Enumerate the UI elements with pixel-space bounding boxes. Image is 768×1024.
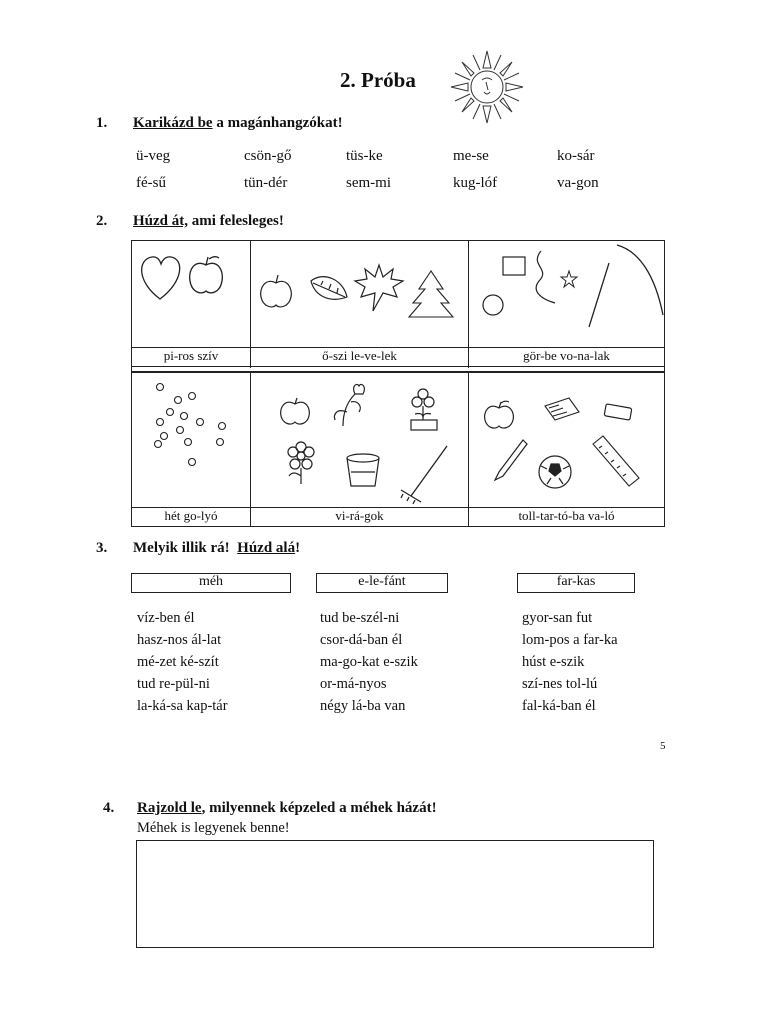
task-instruction — [133, 540, 300, 557]
attribute-option[interactable]: tud re-pül-ni — [137, 676, 210, 692]
attribute-option[interactable]: or-má-nyos — [320, 676, 387, 692]
attribute-option[interactable]: négy lá-ba van — [320, 698, 406, 714]
ruler-icon — [593, 436, 639, 486]
instruction-underlined: Húzd alá — [237, 540, 296, 556]
syllable-word[interactable]: fé-sű — [136, 175, 166, 191]
syllable-word[interactable]: ü-veg — [136, 148, 171, 164]
line-icon — [589, 263, 609, 327]
comb-icon — [545, 398, 579, 420]
flower-icon — [288, 442, 314, 484]
tulip-icon — [335, 384, 365, 426]
task-instruction — [137, 800, 437, 817]
syllable-word[interactable]: sem-mi — [346, 175, 391, 191]
apple-icon — [281, 398, 310, 424]
heart-icon — [142, 257, 180, 299]
attribute-option[interactable]: fal-ká-ban él — [522, 698, 596, 714]
attribute-option[interactable]: ma-go-kat e-szik — [320, 654, 418, 670]
picture-cell[interactable] — [251, 372, 468, 507]
task-instruction — [133, 213, 284, 230]
page-number: 5 — [660, 740, 666, 752]
animal-label: méh — [131, 573, 291, 593]
syllable-word[interactable]: ko-sár — [557, 148, 595, 164]
instruction-rest: a magánhangzókat! — [212, 115, 343, 131]
page-title: 2. Próba — [340, 68, 416, 92]
animal-label: e-le-fánt — [316, 573, 448, 593]
drawing-area[interactable] — [136, 840, 654, 948]
picture-caption: toll-tar-tó-ba va-ló — [518, 508, 615, 523]
animal-label: far-kas — [517, 573, 635, 593]
attribute-option[interactable]: víz-ben él — [137, 610, 195, 626]
task-number: 2. — [96, 213, 108, 229]
bucket-icon — [347, 454, 379, 486]
attribute-option[interactable]: lom-pos a far-ka — [522, 632, 618, 648]
maple-leaf-icon — [355, 265, 403, 311]
dots-icon — [155, 384, 226, 466]
syllable-word[interactable]: csön-gő — [244, 148, 292, 164]
picture-cell[interactable] — [132, 372, 250, 507]
task-number: 1. — [96, 115, 108, 131]
picture-cell[interactable] — [132, 241, 250, 347]
picture-cell[interactable] — [469, 241, 664, 347]
ball-icon — [539, 456, 571, 488]
apple-icon — [485, 401, 514, 428]
instruction-underlined: Rajzold le — [137, 800, 202, 816]
syllable-word[interactable]: me-se — [453, 148, 489, 164]
rake-icon — [401, 446, 447, 504]
attribute-option[interactable]: tud be-szél-ni — [320, 610, 400, 626]
curve-icon — [536, 251, 555, 303]
syllable-word[interactable]: kug-lóf — [453, 175, 498, 191]
attribute-option[interactable]: mé-zet ké-szít — [137, 654, 219, 670]
pencil-icon — [495, 440, 527, 480]
syllable-word[interactable]: va-gon — [557, 175, 599, 191]
attribute-option[interactable]: la-ká-sa kap-tár — [137, 698, 228, 714]
syllable-word[interactable]: tün-dér — [244, 175, 288, 191]
attribute-option[interactable]: húst e-szik — [522, 654, 585, 670]
flower-pot-icon — [411, 389, 437, 430]
star-icon — [561, 271, 577, 287]
curve-icon — [617, 245, 663, 315]
instruction-prefix: Melyik illik rá! — [133, 540, 238, 556]
attribute-option[interactable]: szí-nes tol-lú — [522, 676, 598, 692]
sun-icon — [446, 46, 528, 128]
syllable-word[interactable]: tüs-ke — [346, 148, 383, 164]
square-icon — [503, 257, 525, 275]
picture-caption: vi-rá-gok — [335, 508, 384, 523]
attribute-option[interactable]: gyor-san fut — [522, 610, 593, 626]
apple-icon — [261, 275, 292, 307]
picture-caption: ő-szi le-ve-lek — [322, 348, 397, 363]
apple-icon — [190, 257, 223, 293]
instruction-rest: , milyennek képzeled a méhek házát! — [201, 800, 437, 816]
task-number: 4. — [103, 800, 115, 816]
task-instruction — [133, 115, 343, 132]
attribute-option[interactable]: csor-dá-ban él — [320, 632, 403, 648]
picture-caption: pi-ros szív — [163, 348, 219, 363]
circle-icon — [483, 295, 503, 315]
picture-caption: gör-be vo-na-lak — [523, 348, 610, 363]
pine-tree-icon — [409, 271, 453, 317]
task-subline: Méhek is legyenek benne! — [137, 820, 290, 836]
picture-caption: hét go-lyó — [164, 508, 218, 523]
instruction-underlined: Húzd át, — [133, 213, 189, 229]
instruction-underlined: Karikázd be — [133, 115, 213, 131]
task-number: 3. — [96, 540, 108, 556]
picture-cell[interactable] — [251, 241, 468, 347]
instruction-rest: ! — [295, 540, 301, 556]
attribute-option[interactable]: hasz-nos ál-lat — [137, 632, 222, 648]
instruction-rest: ami felesleges! — [188, 213, 284, 229]
eraser-icon — [604, 404, 632, 420]
picture-grid — [131, 240, 665, 527]
leaf-icon — [311, 277, 347, 300]
picture-cell[interactable] — [469, 372, 664, 507]
